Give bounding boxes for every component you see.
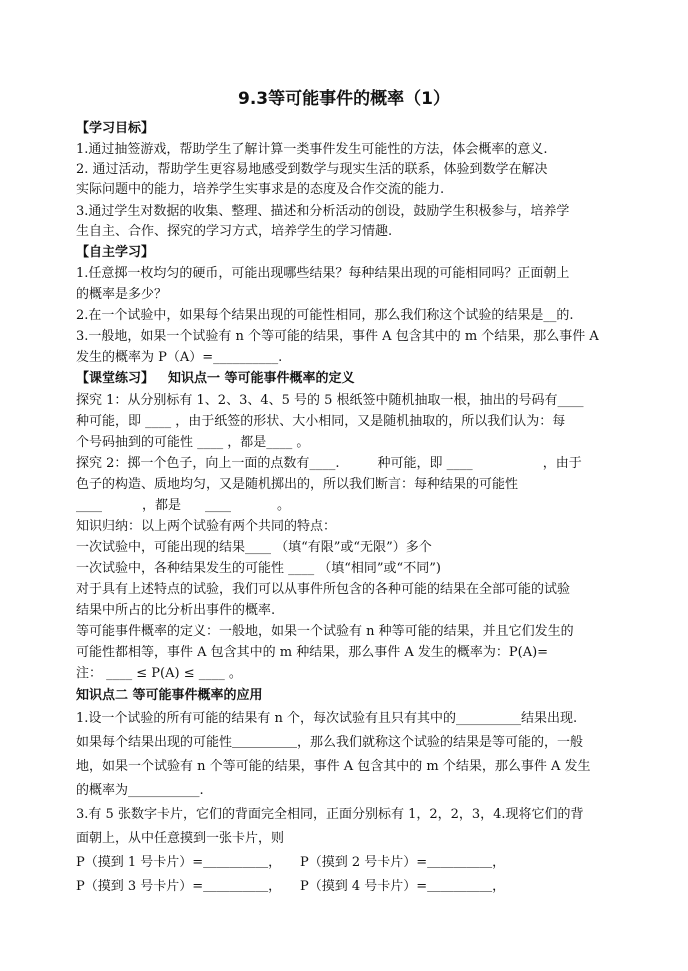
practice-heading: 【课堂练习】 <box>76 371 155 386</box>
goal-1: 1.通过抽签游戏，帮助学生了解计算一类事件发生可能性的方法，体会概率的意义. <box>76 142 548 157</box>
explore-1-line-3: 个号码抽到的可能性 ____ ，都是____ 。 <box>76 435 310 450</box>
card-probability-1: P（摸到 1 号卡片）=＿＿＿＿＿， <box>76 855 282 870</box>
application-1-line-2: 如果每个结果出现的可能性＿＿＿＿＿，那么我们就称这个试验的结果是等可能的，一般 <box>76 735 584 750</box>
self-study-q1-line-2: 的概率是多少？ <box>76 287 168 302</box>
explore-1-line-2: 种可能，即 ____ ，由于纸签的形状、大小相同，又是随机抽取的，所以我们认为：每 <box>76 414 566 429</box>
goal-3-line-2: 生自主、合作、探究的学习方式，培养学生的学习情趣. <box>76 224 393 239</box>
explore-1-line-1: 探究 1：从分别标有 1、2、3、4、5 号的 5 根纸签中随机抽取一根，抽出的号码有____ <box>76 393 584 408</box>
self-study-q2: 2.在一个试验中，如果每个结果出现的可能性相同，那么我们称这个试验的结果是__的. <box>76 308 574 323</box>
application-3-line-2: 面朝上，从中任意摸到一张卡片，则 <box>76 831 285 846</box>
goal-3-line-1: 3.通过学生对数据的收集、整理、描述和分析活动的创设，鼓励学生积极参与，培养学 <box>76 204 570 219</box>
application-1-line-3: 地，如果一个试验有 n 个等可能的结果，事件 A 包含其中的 m 个结果，那么事件 A 发生 <box>76 759 591 774</box>
definition-line-2: 可能性都相等，事件 A 包含其中的 m 种结果，那么事件 A 发生的概率为：P(A)= <box>76 645 549 660</box>
summary-conclusion-line-1: 对于具有上述特点的试验，我们可以从事件所包含的各种可能的结果在全部可能的试验 <box>76 582 571 597</box>
explore-2-part-a: 探究 2：掷一个色子，向上一面的点数有____. <box>76 456 340 471</box>
knowledge-point-2-heading: 知识点二 等可能事件概率的应用 <box>76 688 263 703</box>
definition-note: 注： ____ ≤ P(A) ≤ ____ 。 <box>76 666 242 681</box>
self-study-heading: 【自主学习】 <box>76 245 155 260</box>
summary-conclusion-line-2: 结果中所占的比分析出事件的概率. <box>76 603 276 618</box>
knowledge-point-1-heading: 知识点一 等可能事件概率的定义 <box>168 371 355 386</box>
self-study-q3-line-1: 3.一般地，如果一个试验有 n 个等可能的结果，事件 A 包含其中的 m 个结果，那么事件 A <box>76 329 599 344</box>
summary-intro: 知识归纳：以上两个试验有两个共同的特点： <box>76 519 337 534</box>
learning-goals-heading: 【学习目标】 <box>76 121 155 136</box>
application-3-line-1: 3.有 5 张数字卡片，它们的背面完全相同，正面分别标有 1，2，2，3，4.现将它们的背 <box>76 807 584 822</box>
application-1-line-4: 的概率为___________. <box>76 783 204 798</box>
explore-2-part-b: 种可能，即 ____ <box>377 456 473 471</box>
self-study-q3-line-2: 发生的概率为 P（A）=__________. <box>76 350 283 365</box>
goal-2-line-1: 2. 通过活动，帮助学生更容易地感受到数学与现实生活的联系，体验到数学在解决 <box>76 162 548 177</box>
practice-heading-line <box>76 370 355 388</box>
explore-2-blank-1: ____ <box>76 498 102 513</box>
explore-2-line-3 <box>76 497 290 515</box>
summary-feature-1: 一次试验中，可能出现的结果____ （填“有限”或“无限”）多个 <box>76 540 432 555</box>
explore-2-line-2: 色子的构造、质地均匀，又是随机掷出的，所以我们断言：每种结果的可能性 <box>76 477 519 492</box>
summary-feature-2: 一次试验中，各种结果发生的可能性 ____ （填“相同”或“不同”) <box>76 561 441 576</box>
self-study-q1-line-1: 1.任意掷一枚均匀的硬币，可能出现哪些结果？每种结果出现的可能相同吗？正面朝上 <box>76 266 570 281</box>
card-probability-2: P（摸到 2 号卡片）=＿＿＿＿＿， <box>300 855 506 870</box>
explore-2-blank-2: ____ <box>205 498 232 513</box>
card-probability-4: P（摸到 4 号卡片）=＿＿＿＿＿， <box>300 879 506 894</box>
card-probability-3: P（摸到 3 号卡片）=＿＿＿＿＿， <box>76 879 282 894</box>
definition-line-1: 等可能事件概率的定义：一般地，如果一个试验有 n 种等可能的结果，并且它们发生的 <box>76 624 574 639</box>
explore-2-same-label: ，都是 <box>142 498 182 513</box>
goal-2-line-2: 实际问题中的能力，培养学生实事求是的态度及合作交流的能力. <box>76 182 445 197</box>
explore-2-end: 。 <box>277 498 291 513</box>
application-1-line-1: 1.设一个试验的所有可能的结果有 n 个，每次试验有且只有其中的__________结果出现. <box>76 711 578 726</box>
page-title: 9.3等可能事件的概率（1） <box>238 89 450 109</box>
explore-2-part-c: ，由于 <box>542 456 582 471</box>
explore-2-line-1 <box>76 455 582 473</box>
